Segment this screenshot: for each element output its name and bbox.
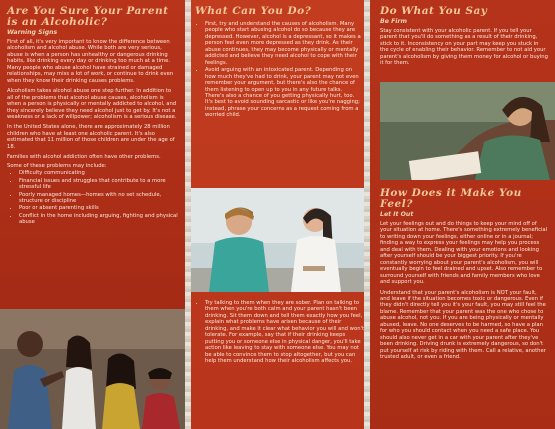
- panel1-paragraph: Families with alcohol addiction often have other problems.: [7, 154, 161, 161]
- advice-list-bottom: [195, 300, 365, 366]
- list-item: • First, try and understand the causes of alcoholism. Many people who start abusing alcohol do so because they are depressed. However, alcohol is a depressant, so it makes a person feel even more depressed as they drink. As their abuse continues, they may become physically or mentally addicted and believe they need alcohol to cope with their feelings.: [205, 21, 362, 66]
- panel3-paragraph: Stay consistent with your alcoholic parent. If you tell your parent that you'll do something as a result of their drinking, stick to it. Inconsistency on your part may keep you stuck in the cycle of enabling their behavior. Remember to not aid your parent's alcoholism by giving them money for alcohol or buying it for them.: [380, 28, 548, 67]
- panel1-paragraph: In the United States alone, there are approximately 28 million children who have at least one alcoholic parent. It's also estimated that 11 million of those children are under the age of 18.: [7, 124, 175, 150]
- list-item: • Financial issues and struggles that contribute to a more stressful life: [19, 178, 178, 191]
- panel1-title: Are You Sure Your Parent is an Alcoholic?: [7, 5, 169, 28]
- panel3-subtitle-2: Let It Out: [380, 211, 414, 218]
- panel3-subtitle-1: Be Firm: [380, 18, 407, 25]
- panel1-paragraph: Alcoholism takes alcohol abuse one step further. In addition to all of the problems that alcohol abuse causes, alcoholism is when a person is physically or mentally addicted to alcohol, and they sincerely believe they need alcohol just to get by. It's not a weakness or a lack of willpower; alcoholism is a serious disease.: [7, 88, 177, 120]
- panel2-title: What Can You Do?: [195, 5, 312, 17]
- girl-journaling-illustration: [380, 82, 555, 180]
- list-item: • Try talking to them when they are sober. Plan on talking to them when you're both calm and your parent hasn't been drinking. Sit them down and tell them exactly how you feel, explain what problems have arisen because of their drinking, and make it clear what behavior you will and won't tolerate. For example, say that if their drinking keeps putting you or someone else in physical danger, you'll take action like leaving to stay with someone else. You may not be able to convince them to stop altogether, but you can help them understand how their alcoholism affects you.: [205, 300, 365, 365]
- panel-warning-signs: [0, 0, 185, 429]
- family-argument-illustration: [0, 309, 185, 429]
- panel1-paragraph: First of all, it's very important to know the difference between alcoholism and alcohol abuse. While both are very serious, abuse is when a person has unhealthy or dangerous drinking habits, like drinking every day or drinking too much at a time. Many people who abuse alcohol have strained or damaged relationships, may miss a lot of work, or continue to drink even when they know their drinking causes problems.: [7, 39, 174, 84]
- problems-list: [7, 170, 178, 226]
- panel-do-what-you-say: [370, 0, 555, 429]
- panel3-paragraph: Let your feelings out and do things to keep your mind off of your situation at home. There's something extremely beneficial to writing down your feelings, either online or in a journal; finding a way to express your feelings may help you process and deal with them. Dealing with your emotions and looking after yourself should be your biggest priority. If you're constantly worrying about your parent's alcoholism, you will eventually begin to feel drained and upset. Also remember to surround yourself with friends and family members who love and support you.: [380, 221, 548, 286]
- list-item: • Avoid arguing with an intoxicated parent. Depending on how much they've had to drink, your parent may not even remember your argument, but there's also the chance of them listening to open up to you in any future talks. There's also a chance of you getting physically hurt, too. It's best to avoid sounding sarcastic or like you're nagging; instead, phrase your concerns as a request coming from a worried child.: [205, 67, 362, 119]
- panel1-paragraph: Some of these problems may include:: [7, 162, 107, 169]
- panel3-title-1: Do What You Say: [380, 5, 488, 17]
- list-item: • Poor or absent parenting skills: [19, 205, 178, 211]
- mother-son-talk-illustration: [191, 188, 364, 292]
- panel3-paragraph: Understand that your parent's alcoholism is NOT your fault, and leave if the situation becomes toxic or dangerous. Even if they didn't directly tell you it's your fault, you may still feel the blame. Remember that your parent was the one who chose to abuse alcohol, not you. If you are being physically or mentally abused, leave. No one deserves to be harmed, so have a plan for who you should contact when you need a safe place. You should also never get in a car with your parent after they've been drinking. Driving drunk is extremely dangerous, so don't put yourself at risk by riding with them. Call a relative, another trusted adult, or even a friend.: [380, 289, 546, 361]
- list-item: • Difficulty communicating: [19, 170, 178, 176]
- panel3-title-2: How Does it Make You Feel?: [380, 187, 522, 210]
- advice-list-top: [195, 21, 362, 119]
- list-item: • Conflict in the home including arguing, fighting and physical abuse: [19, 213, 178, 226]
- panel-what-can-you-do: [185, 0, 370, 429]
- list-item: • Poorly managed homes—homes with no set schedule, structure or discipline: [19, 192, 178, 205]
- panel1-subtitle: Warning Signs: [7, 29, 58, 36]
